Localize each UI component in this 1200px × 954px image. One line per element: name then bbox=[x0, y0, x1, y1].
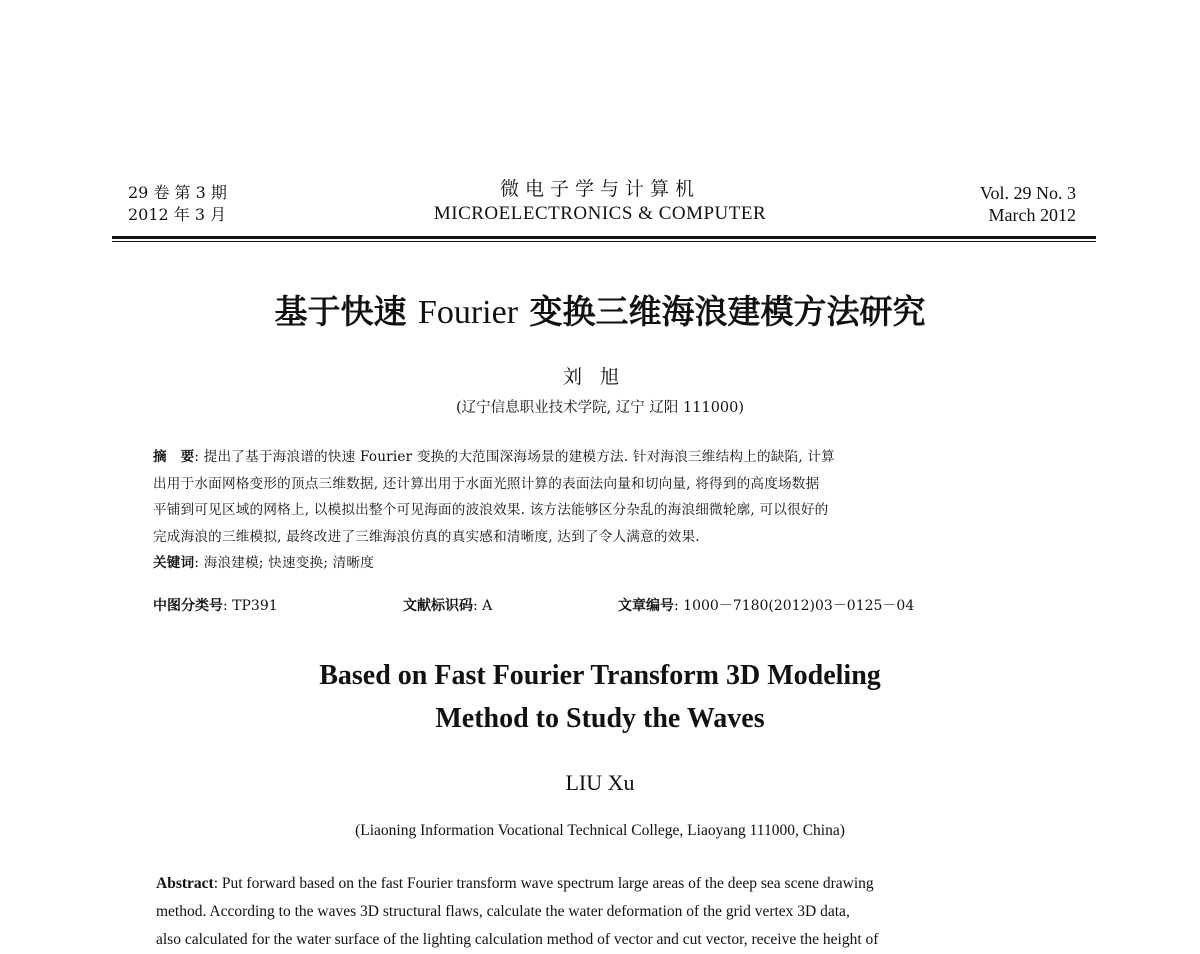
journal-name-en: MICROELECTRONICS & COMPUTER bbox=[433, 203, 767, 224]
affiliation-cn: (辽宁信息职业技术学院, 辽宁 辽阳 111000) bbox=[455, 400, 745, 416]
abstract-cn-line: 完成海浪的三维模拟, 最终改进了三维海浪仿真的真实感和清晰度, 达到了令人满意的效果. bbox=[153, 528, 700, 545]
abstract-cn-line: 摘 要: 提出了基于海浪谱的快速 Fourier 变换的大范围深海场景的建模方法. 针对海浪三维结构上的缺陷, 计算 bbox=[153, 449, 835, 465]
abstract-en-line: Abstract: Put forward based on the fast Fourier transform wave spectrum large areas of the deep sea scene drawing bbox=[156, 875, 874, 892]
journal-name-cn: 微电子学与计算机 bbox=[499, 178, 700, 200]
abstract-cn-line: 平铺到可见区域的网格上, 以模拟出整个可见海面的波浪效果. 该方法能够区分杂乱的海浪细微轮廓, 可以很好的 bbox=[153, 502, 829, 518]
header-rule-thick bbox=[112, 236, 1096, 239]
keywords-label: 关键词 bbox=[153, 555, 195, 571]
paper-title-en bbox=[200, 654, 1000, 740]
abstract-cn-line: 出用于水面网格变形的顶点三维数据, 还计算出用于水面光照计算的表面法向量和切向量, 将得到的高度场数据 bbox=[153, 475, 820, 492]
author-en: LIU Xu bbox=[565, 770, 635, 795]
paper-title-cn bbox=[100, 290, 1100, 335]
title-cn-prefix: 基于快速 bbox=[274, 292, 418, 331]
abstract-en-line: also calculated for the water surface of the lighting calculation method of vector and cut vector, receive the height of bbox=[156, 931, 879, 948]
issue-info-en bbox=[980, 182, 1076, 226]
title-en-line: Method to Study the Waves bbox=[435, 703, 765, 734]
date-cn: 2012 年 3 月 bbox=[128, 205, 227, 224]
volume-en: Vol. 29 No. 3 bbox=[979, 183, 1076, 203]
title-cn-suffix: 变换三维海浪建模方法研究 bbox=[518, 292, 926, 331]
journal-name bbox=[300, 176, 900, 226]
keywords-line bbox=[153, 550, 1053, 577]
abstract-cn-label: 摘 要 bbox=[153, 449, 195, 465]
abstract-cn bbox=[153, 444, 1053, 577]
title-cn-latin: Fourier bbox=[417, 294, 519, 331]
article-number: 文章编号: 1000－7180(2012)03－0125－04 bbox=[618, 598, 915, 614]
abstract-en bbox=[156, 870, 1056, 954]
date-en: March 2012 bbox=[988, 205, 1076, 225]
keywords-value: : 海浪建模; 快速变换; 清晰度 bbox=[194, 555, 375, 571]
abstract-en-line: method. According to the waves 3D structural flaws, calculate the water deformation of the grid vertex 3D data, bbox=[156, 903, 850, 920]
classification-row bbox=[153, 596, 914, 616]
abstract-en-label: Abstract bbox=[156, 875, 214, 892]
clc-number: 中图分类号: TP391 bbox=[153, 598, 278, 614]
header-rule-thin bbox=[112, 241, 1096, 242]
volume-cn: 29 卷 第 3 期 bbox=[128, 183, 227, 202]
author-cn: 刘旭 bbox=[562, 366, 637, 388]
affiliation-en: (Liaoning Information Vocational Technical College, Liaoyang 111000, China) bbox=[355, 822, 845, 839]
issue-info-cn bbox=[128, 182, 227, 226]
document-code: 文献标识码: A bbox=[403, 598, 493, 614]
title-en-line: Based on Fast Fourier Transform 3D Modeling bbox=[319, 660, 881, 691]
